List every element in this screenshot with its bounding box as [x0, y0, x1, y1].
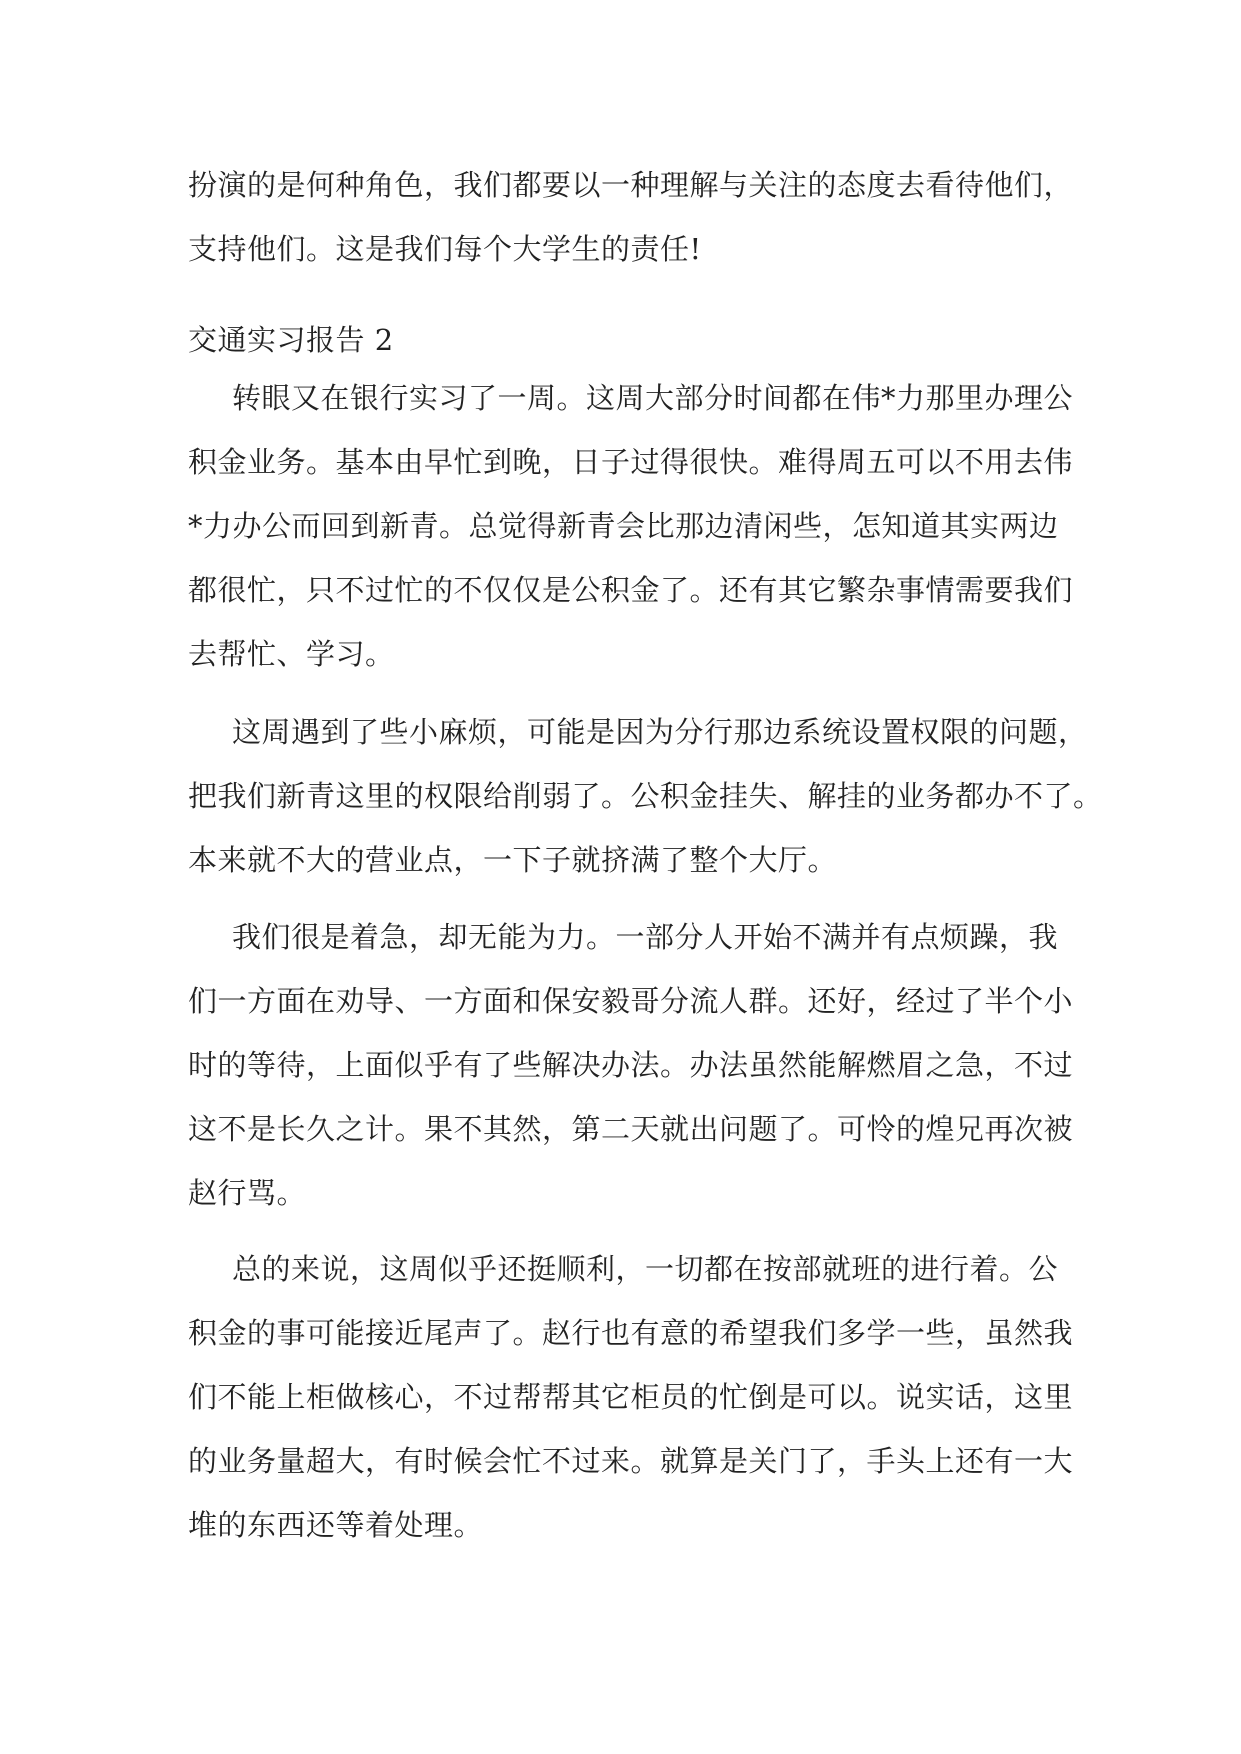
- text-line: 这不是长久之计。果不其然，第二天就出问题了。可怜的煌兄再次被: [188, 1112, 1074, 1146]
- paragraph-1: [188, 366, 1074, 686]
- continuation-paragraph: [188, 153, 1074, 281]
- paragraph-3: [188, 905, 1074, 1225]
- text-line: 积金的事可能接近尾声了。赵行也有意的希望我们多学一些，虽然我: [188, 1316, 1074, 1350]
- text-line: 这周遇到了些小麻烦，可能是因为分行那边系统设置权限的问题，: [232, 715, 1088, 749]
- text-line: 转眼又在银行实习了一周。这周大部分时间都在伟*力那里办理公: [232, 381, 1074, 415]
- text-line: 我们很是着急，却无能为力。一部分人开始不满并有点烦躁，我: [232, 920, 1059, 954]
- text-line: 支持他们。这是我们每个大学生的责任!: [188, 232, 702, 266]
- text-line: 们不能上柜做核心，不过帮帮其它柜员的忙倒是可以。说实话，这里: [188, 1380, 1074, 1414]
- text-line: 把我们新青这里的权限给削弱了。公积金挂失、解挂的业务都办不了。: [188, 779, 1103, 813]
- text-line: 积金业务。基本由早忙到晚，日子过得很快。难得周五可以不用去伟: [188, 445, 1074, 479]
- text-line: *力办公而回到新青。总觉得新青会比那边清闲些，怎知道其实两边: [188, 509, 1059, 543]
- text-line: 去帮忙、学习。: [188, 637, 395, 671]
- text-line: 的业务量超大，有时候会忙不过来。就算是关门了，手头上还有一大: [188, 1444, 1074, 1478]
- text-line: 本来就不大的营业点，一下子就挤满了整个大厅。: [188, 843, 838, 877]
- text-line: 扮演的是何种角色，我们都要以一种理解与关注的态度去看待他们，: [188, 168, 1074, 202]
- text-line: 赵行骂。: [188, 1176, 307, 1210]
- text-line: 时的等待，上面似乎有了些解决办法。办法虽然能解燃眉之急，不过: [188, 1048, 1074, 1082]
- paragraph-2: [188, 700, 1103, 892]
- text-line: 们一方面在劝导、一方面和保安毅哥分流人群。还好，经过了半个小: [188, 984, 1074, 1018]
- text-line: 总的来说，这周似乎还挺顺利，一切都在按部就班的进行着。公: [232, 1252, 1059, 1286]
- text-line: 都很忙，只不过忙的不仅仅是公积金了。还有其它繁杂事情需要我们: [188, 573, 1074, 607]
- paragraph-4: [188, 1237, 1074, 1557]
- section-title-text: 交通实习报告 2: [188, 323, 394, 357]
- text-line: 堆的东西还等着处理。: [188, 1508, 484, 1542]
- section-title: [188, 308, 1068, 372]
